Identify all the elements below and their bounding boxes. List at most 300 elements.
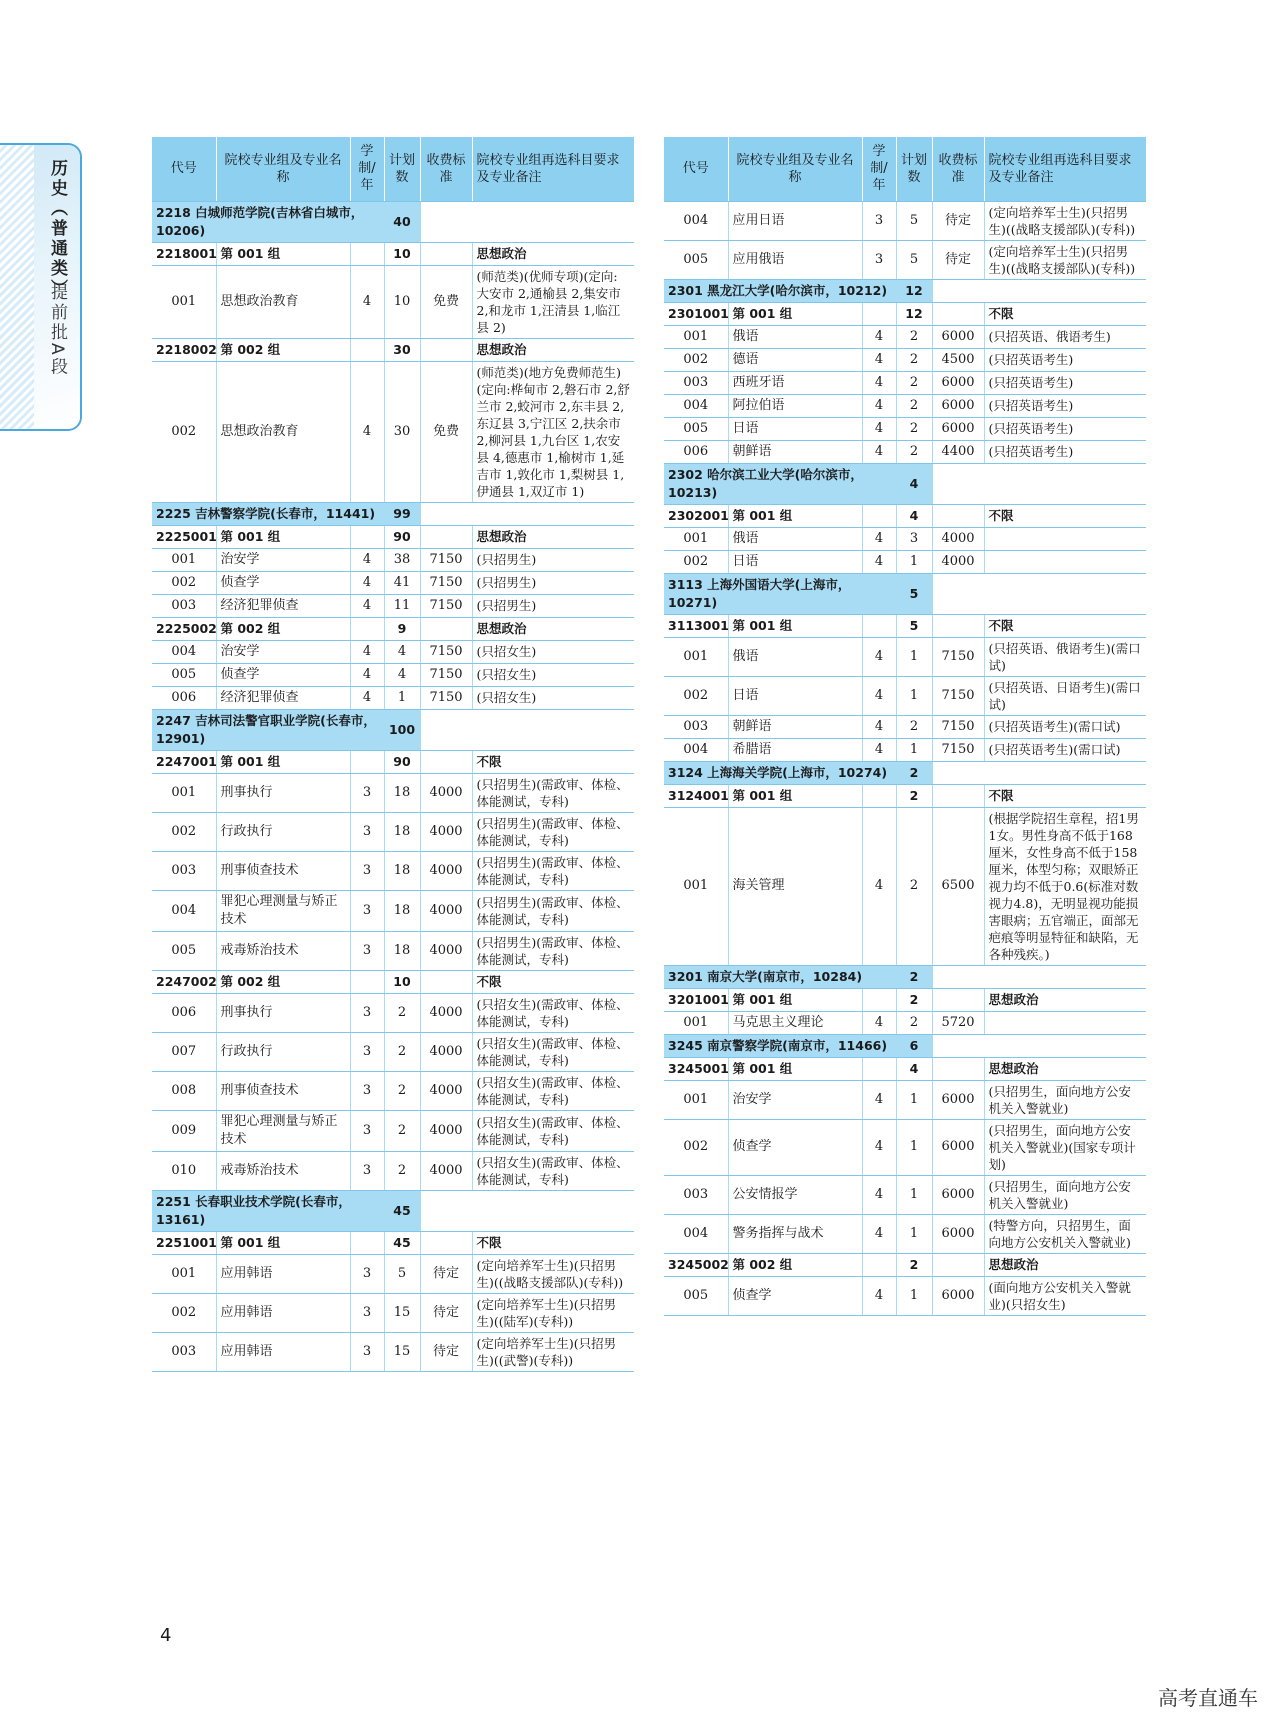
major-name: 朝鲜语 [728, 715, 862, 738]
col-plan-header: 计划数 [896, 137, 932, 201]
school-plan: 40 [384, 201, 420, 242]
group-plan: 2 [896, 1253, 932, 1276]
major-years: 4 [350, 548, 384, 571]
major-fee: 待定 [932, 240, 984, 279]
major-plan: 2 [896, 394, 932, 417]
empty-cell [932, 1034, 1146, 1057]
major-fee: 7150 [420, 663, 472, 686]
major-name: 希腊语 [728, 738, 862, 761]
group-fee [932, 504, 984, 527]
major-row [152, 773, 634, 812]
major-fee: 7150 [932, 676, 984, 715]
major-row [664, 1175, 1146, 1214]
group-subject-requirement: 思想政治 [472, 338, 634, 361]
group-code: 2247002 [152, 970, 216, 993]
major-notes: (只招女生) [472, 640, 634, 663]
major-code: 004 [152, 640, 216, 663]
major-name: 侦查学 [728, 1276, 862, 1315]
major-notes: (只招英语考生) [984, 417, 1146, 440]
major-name: 刑事执行 [216, 993, 350, 1032]
major-code: 001 [152, 1254, 216, 1293]
major-row [152, 361, 634, 502]
group-plan: 9 [384, 617, 420, 640]
major-fee: 6000 [932, 1175, 984, 1214]
major-fee: 4000 [420, 890, 472, 931]
major-plan: 5 [384, 1254, 420, 1293]
group-name: 第 002 组 [216, 338, 350, 361]
major-code: 002 [152, 812, 216, 851]
major-code: 001 [152, 773, 216, 812]
major-name: 思想政治教育 [216, 361, 350, 502]
group-fee [420, 617, 472, 640]
major-notes: (只招男生) [472, 571, 634, 594]
major-code: 004 [664, 738, 728, 761]
major-notes [984, 1011, 1146, 1034]
major-row [152, 265, 634, 338]
major-plan: 18 [384, 812, 420, 851]
major-years: 4 [862, 1011, 896, 1034]
major-fee: 7150 [420, 548, 472, 571]
major-years: 4 [350, 265, 384, 338]
major-fee: 4000 [420, 773, 472, 812]
group-years [350, 970, 384, 993]
major-fee: 4000 [420, 1032, 472, 1071]
empty-cell [932, 279, 1146, 302]
school-name: 2225 吉林警察学院(长春市，11441) [152, 502, 384, 525]
admission-table-right [664, 137, 1146, 1316]
group-name: 第 001 组 [728, 988, 862, 1011]
group-row [664, 614, 1146, 637]
major-code: 006 [152, 993, 216, 1032]
major-row [664, 1276, 1146, 1315]
major-fee: 5720 [932, 1011, 984, 1034]
school-plan: 6 [896, 1034, 932, 1057]
school-name: 2302 哈尔滨工业大学(哈尔滨市，10213) [664, 463, 896, 504]
admission-table-left [152, 137, 634, 1372]
group-row [152, 338, 634, 361]
group-plan: 90 [384, 750, 420, 773]
major-years: 3 [350, 812, 384, 851]
major-plan: 2 [896, 348, 932, 371]
group-name: 第 001 组 [216, 1231, 350, 1254]
major-years: 4 [350, 594, 384, 617]
group-name: 第 002 组 [728, 1253, 862, 1276]
major-years: 3 [350, 773, 384, 812]
group-code: 3245002 [664, 1253, 728, 1276]
group-plan: 12 [896, 302, 932, 325]
major-name: 戒毒矫治技术 [216, 1151, 350, 1190]
major-years: 4 [862, 1080, 896, 1119]
school-plan: 45 [384, 1190, 420, 1231]
major-plan: 1 [896, 1214, 932, 1253]
major-plan: 3 [896, 527, 932, 550]
major-name: 应用俄语 [728, 240, 862, 279]
group-subject-requirement: 不限 [472, 750, 634, 773]
group-fee [420, 338, 472, 361]
group-code: 2225001 [152, 525, 216, 548]
major-row [664, 527, 1146, 550]
group-plan: 90 [384, 525, 420, 548]
group-fee [420, 242, 472, 265]
major-row [152, 686, 634, 709]
major-notes: (只招男生，面向地方公安机关入警就业)(国家专项计划) [984, 1119, 1146, 1175]
group-subject-requirement: 不限 [472, 970, 634, 993]
major-fee: 6000 [932, 325, 984, 348]
major-code: 001 [664, 325, 728, 348]
major-row [664, 550, 1146, 573]
major-notes [984, 550, 1146, 573]
major-row [664, 1119, 1146, 1175]
group-name: 第 002 组 [216, 970, 350, 993]
major-code: 006 [152, 686, 216, 709]
group-fee [932, 988, 984, 1011]
major-notes: (定向培养军士生)(只招男生)((战略支援部队)(专科)) [472, 1254, 634, 1293]
group-subject-requirement: 思想政治 [984, 988, 1146, 1011]
major-row [152, 812, 634, 851]
group-name: 第 001 组 [728, 504, 862, 527]
col-notes-header: 院校专业组再选科目要求及专业备注 [472, 137, 634, 201]
empty-cell [932, 573, 1146, 614]
major-fee: 免费 [420, 361, 472, 502]
major-name: 侦查学 [728, 1119, 862, 1175]
group-name: 第 001 组 [728, 784, 862, 807]
school-row [664, 463, 1146, 504]
group-name: 第 002 组 [216, 617, 350, 640]
col-years-header: 学制/年 [862, 137, 896, 201]
group-fee [932, 302, 984, 325]
group-code: 3113001 [664, 614, 728, 637]
group-row [664, 504, 1146, 527]
major-plan: 2 [896, 440, 932, 463]
major-notes: (定向培养军士生)(只招男生)((战略支援部队)(专科)) [984, 240, 1146, 279]
major-plan: 18 [384, 890, 420, 931]
empty-cell [932, 965, 1146, 988]
major-fee: 4000 [420, 851, 472, 890]
major-fee: 7150 [932, 715, 984, 738]
major-notes: (只招男生)(需政审、体检、体能测试，专科) [472, 890, 634, 931]
major-years: 3 [350, 1071, 384, 1110]
major-name: 行政执行 [216, 1032, 350, 1071]
group-subject-requirement: 思想政治 [984, 1057, 1146, 1080]
group-plan: 4 [896, 1057, 932, 1080]
school-plan: 99 [384, 502, 420, 525]
major-plan: 2 [896, 807, 932, 965]
major-fee: 6000 [932, 1080, 984, 1119]
major-name: 朝鲜语 [728, 440, 862, 463]
major-notes: (只招女生)(需政审、体检、体能测试，专科) [472, 1032, 634, 1071]
group-row [664, 302, 1146, 325]
major-name: 马克思主义理论 [728, 1011, 862, 1034]
col-code-header: 代号 [152, 137, 216, 201]
table-header [664, 137, 1146, 201]
major-plan: 1 [896, 738, 932, 761]
col-fee-header: 收费标准 [420, 137, 472, 201]
major-fee: 免费 [420, 265, 472, 338]
group-fee [932, 784, 984, 807]
major-fee: 6500 [932, 807, 984, 965]
empty-cell [420, 502, 634, 525]
section-side-tab [0, 143, 82, 431]
empty-cell [420, 1190, 634, 1231]
major-plan: 30 [384, 361, 420, 502]
major-plan: 1 [896, 1276, 932, 1315]
group-subject-requirement: 不限 [984, 614, 1146, 637]
group-code: 2251001 [152, 1231, 216, 1254]
major-notes: (只招英语考生)(需口试) [984, 738, 1146, 761]
major-row [664, 325, 1146, 348]
school-name: 3124 上海海关学院(上海市，10274) [664, 761, 896, 784]
major-code: 002 [664, 1119, 728, 1175]
major-row [664, 676, 1146, 715]
major-notes: (只招男生)(需政审、体检、体能测试，专科) [472, 851, 634, 890]
major-row [664, 738, 1146, 761]
group-code: 3124001 [664, 784, 728, 807]
major-years: 4 [350, 571, 384, 594]
major-code: 005 [664, 1276, 728, 1315]
school-plan: 100 [384, 709, 420, 750]
group-name: 第 001 组 [216, 525, 350, 548]
major-plan: 10 [384, 265, 420, 338]
group-code: 2218001 [152, 242, 216, 265]
major-name: 俄语 [728, 527, 862, 550]
group-code: 3245001 [664, 1057, 728, 1080]
major-plan: 2 [384, 1071, 420, 1110]
major-name: 刑事侦查技术 [216, 851, 350, 890]
major-years: 3 [350, 890, 384, 931]
major-plan: 2 [384, 993, 420, 1032]
major-fee: 6000 [932, 394, 984, 417]
major-code: 001 [664, 807, 728, 965]
col-notes-header: 院校专业组再选科目要求及专业备注 [984, 137, 1146, 201]
major-name: 经济犯罪侦查 [216, 686, 350, 709]
group-name: 第 001 组 [728, 614, 862, 637]
major-plan: 2 [896, 325, 932, 348]
group-code: 2218002 [152, 338, 216, 361]
group-fee [932, 1057, 984, 1080]
major-plan: 2 [384, 1032, 420, 1071]
major-row [664, 240, 1146, 279]
major-name: 日语 [728, 676, 862, 715]
major-plan: 15 [384, 1332, 420, 1371]
major-row [152, 1293, 634, 1332]
major-code: 001 [664, 527, 728, 550]
empty-cell [932, 463, 1146, 504]
major-years: 4 [862, 715, 896, 738]
major-years: 3 [350, 931, 384, 970]
major-notes: (根据学院招生章程，招1男1女。男性身高不低于168厘米，女性身高不低于158厘米，体型匀称；双眼矫正视力均不低于0.6(标准对数视力4.8)，无明显视功能损害眼病；五官端正，面部无疤痕等明显特征和缺陷，无各种残疾。) [984, 807, 1146, 965]
major-years: 3 [862, 201, 896, 240]
major-notes: (面向地方公安机关入警就业)(只招女生) [984, 1276, 1146, 1315]
major-years: 4 [862, 1119, 896, 1175]
school-name: 2251 长春职业技术学院(长春市，13161) [152, 1190, 384, 1231]
group-years [350, 525, 384, 548]
major-row [664, 1214, 1146, 1253]
major-fee: 6000 [932, 1276, 984, 1315]
group-subject-requirement: 不限 [984, 504, 1146, 527]
major-name: 应用韩语 [216, 1332, 350, 1371]
school-name: 3201 南京大学(南京市，10284) [664, 965, 896, 988]
col-name-header: 院校专业组及专业名称 [728, 137, 862, 201]
group-row [152, 750, 634, 773]
major-row [152, 548, 634, 571]
major-name: 应用韩语 [216, 1254, 350, 1293]
school-row [664, 965, 1146, 988]
major-plan: 15 [384, 1293, 420, 1332]
major-years: 4 [862, 1175, 896, 1214]
group-subject-requirement: 思想政治 [472, 242, 634, 265]
major-code: 001 [664, 1011, 728, 1034]
major-plan: 4 [384, 640, 420, 663]
major-fee: 7150 [932, 637, 984, 676]
major-row [664, 417, 1146, 440]
group-name: 第 001 组 [728, 1057, 862, 1080]
major-fee: 7150 [420, 686, 472, 709]
major-plan: 5 [896, 201, 932, 240]
major-plan: 1 [896, 550, 932, 573]
school-name: 2301 黑龙江大学(哈尔滨市，10212) [664, 279, 896, 302]
major-notes: (只招英语考生) [984, 348, 1146, 371]
major-years: 4 [862, 417, 896, 440]
major-code: 001 [152, 548, 216, 571]
major-years: 4 [862, 1214, 896, 1253]
school-name: 3113 上海外国语大学(上海市，10271) [664, 573, 896, 614]
major-fee: 待定 [932, 201, 984, 240]
page-number: 4 [160, 1625, 172, 1646]
school-plan: 2 [896, 965, 932, 988]
group-code: 3201001 [664, 988, 728, 1011]
major-years: 4 [862, 1276, 896, 1315]
major-row [664, 1011, 1146, 1034]
major-plan: 2 [896, 1011, 932, 1034]
group-code: 2301001 [664, 302, 728, 325]
major-notes: (只招英语考生) [984, 371, 1146, 394]
group-row [664, 784, 1146, 807]
group-plan: 4 [896, 504, 932, 527]
major-years: 4 [862, 676, 896, 715]
major-notes: (只招男生，面向地方公安机关入警就业) [984, 1080, 1146, 1119]
major-fee: 4400 [932, 440, 984, 463]
group-row [152, 525, 634, 548]
major-code: 005 [664, 417, 728, 440]
major-code: 005 [152, 931, 216, 970]
major-notes: (定向培养军士生)(只招男生)((战略支援部队)(专科)) [984, 201, 1146, 240]
school-row [664, 279, 1146, 302]
major-years: 4 [350, 640, 384, 663]
major-code: 003 [664, 1175, 728, 1214]
major-code: 001 [152, 265, 216, 338]
group-row [664, 988, 1146, 1011]
major-notes: (定向培养军士生)(只招男生)((陆军)(专科)) [472, 1293, 634, 1332]
major-row [152, 640, 634, 663]
major-plan: 18 [384, 931, 420, 970]
major-fee: 6000 [932, 1214, 984, 1253]
major-notes: (只招女生)(需政审、体检、体能测试，专科) [472, 1110, 634, 1151]
school-row [152, 1190, 634, 1231]
major-name: 思想政治教育 [216, 265, 350, 338]
school-row [664, 573, 1146, 614]
major-years: 4 [350, 686, 384, 709]
major-fee: 4000 [420, 1071, 472, 1110]
major-notes: (师范类)(地方免费师范生)(定向:桦甸市 2,磐石市 2,舒兰市 2,蛟河市 2,东丰县 2,东辽县 3,宁江区 2,扶余市 2,柳河县 1,九台区 1,农安县 4,德惠市 1,榆树市 1,延吉市 1,敦化市 1,梨树县 1,伊通县 1,双辽市 1) [472, 361, 634, 502]
group-years [862, 1253, 896, 1276]
group-years [350, 750, 384, 773]
major-row [664, 394, 1146, 417]
group-plan: 2 [896, 784, 932, 807]
major-code: 004 [664, 394, 728, 417]
major-notes: (只招女生) [472, 686, 634, 709]
group-code: 2247001 [152, 750, 216, 773]
major-code: 001 [664, 1080, 728, 1119]
major-plan: 1 [896, 1080, 932, 1119]
major-years: 4 [862, 394, 896, 417]
major-notes: (只招英语、俄语考生) [984, 325, 1146, 348]
group-years [862, 1057, 896, 1080]
group-subject-requirement: 思想政治 [472, 617, 634, 640]
group-fee [420, 1231, 472, 1254]
major-notes: (只招男生)(需政审、体检、体能测试，专科) [472, 931, 634, 970]
major-fee: 4000 [420, 931, 472, 970]
school-name: 2218 白城师范学院(吉林省白城市，10206) [152, 201, 384, 242]
col-name-header: 院校专业组及专业名称 [216, 137, 350, 201]
group-row [664, 1253, 1146, 1276]
major-fee: 4000 [420, 993, 472, 1032]
group-row [152, 1231, 634, 1254]
major-years: 3 [350, 1110, 384, 1151]
major-row [664, 807, 1146, 965]
watermark-text: 高考直通车 [1158, 1686, 1258, 1710]
group-subject-requirement: 思想政治 [984, 1253, 1146, 1276]
school-plan: 2 [896, 761, 932, 784]
major-code: 002 [664, 550, 728, 573]
major-years: 4 [862, 348, 896, 371]
group-code: 2225002 [152, 617, 216, 640]
major-plan: 2 [896, 715, 932, 738]
major-years: 4 [350, 663, 384, 686]
group-years [350, 617, 384, 640]
major-plan: 11 [384, 594, 420, 617]
group-name: 第 001 组 [216, 750, 350, 773]
major-fee: 4000 [932, 550, 984, 573]
group-subject-requirement: 不限 [984, 784, 1146, 807]
major-name: 侦查学 [216, 571, 350, 594]
group-years [862, 784, 896, 807]
major-plan: 2 [896, 417, 932, 440]
group-subject-requirement: 不限 [472, 1231, 634, 1254]
major-years: 4 [862, 738, 896, 761]
empty-cell [420, 201, 634, 242]
major-code: 003 [152, 1332, 216, 1371]
major-fee: 6000 [932, 1119, 984, 1175]
group-code: 2302001 [664, 504, 728, 527]
major-row [664, 371, 1146, 394]
school-row [152, 201, 634, 242]
major-name: 刑事执行 [216, 773, 350, 812]
major-plan: 2 [384, 1151, 420, 1190]
major-name: 海关管理 [728, 807, 862, 965]
major-code: 005 [664, 240, 728, 279]
empty-cell [420, 709, 634, 750]
major-name: 治安学 [728, 1080, 862, 1119]
major-row [152, 1110, 634, 1151]
major-plan: 1 [896, 637, 932, 676]
major-code: 006 [664, 440, 728, 463]
major-name: 行政执行 [216, 812, 350, 851]
col-fee-header: 收费标准 [932, 137, 984, 201]
school-row [152, 709, 634, 750]
major-notes [984, 527, 1146, 550]
section-subtitle: 提前批A段 [47, 283, 67, 378]
major-row [152, 663, 634, 686]
